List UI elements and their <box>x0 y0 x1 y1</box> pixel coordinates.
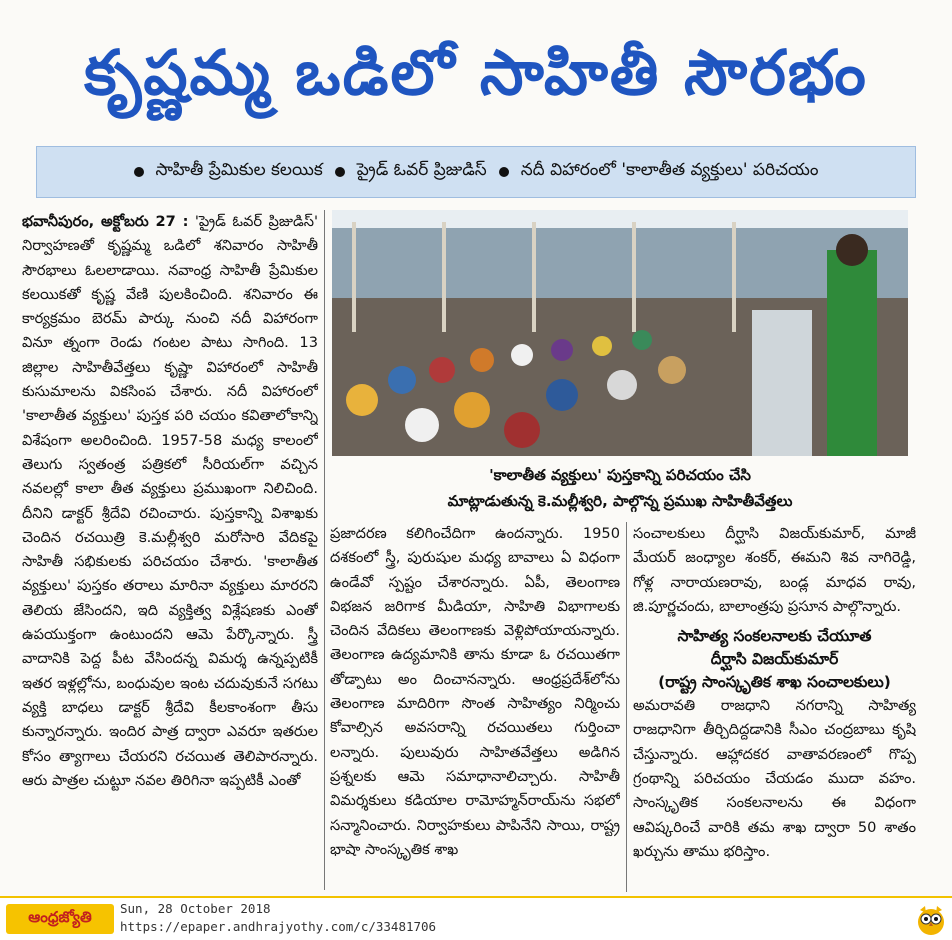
caption-line-1: 'కాలాతీత వ్యక్తులు' పుస్తకాన్ని పరిచయం చేసి <box>489 466 751 484</box>
column-divider <box>626 522 627 892</box>
photo-caption <box>332 462 908 514</box>
brand-logo[interactable]: ఆంధ్రజ్యోతి <box>6 904 114 934</box>
strap-item-2: ప్రైడ్ ఓవర్ ప్రిజుడిస్ <box>356 160 487 180</box>
footer-url[interactable]: https://epaper.andhrajyothy.com/c/33481706 <box>120 919 437 934</box>
column-1-text: 'ప్రైడ్ ఓవర్ ప్రిజుడిస్' నిర్వాహణతో కృష్ణమ్మ ఒడిలో శనివారం సాహితీ సౌరభాలు ఓలలాడాయి. నవాంధ్ర సాహితీ ప్రేమికుల కలయికతో కృష్ణ వేణి పులకించింది. శనివారం ఈ కార్యక్రమం బెరమ్ పార్కు నుంచి నదీ విహారంగా వినూ త్నంగా రెండు గంటల పాటు సాగింది. 13 జిల్లాల సాహితీవేత్తలు కృష్ణా విహారంలో సాహితీ కుసుమాలను వికసింప చేశారు. నదీ విహారంలో 'కాలాతీత వ్యక్తులు' పుస్తక పరి చయం కవితాలోకాన్ని విశేషంగా అలరించింది. 1957-58 మధ్య కాలంలో తెలుగు స్వతంత్ర పత్రికలో సీరియల్‌గా వచ్చిన నవలల్లో కాలా తీత వ్యక్తులు ప్రముఖంగా నిలిచింది. దీనిని డాక్టర్ శ్రీదేవి రచించారు. పుస్తకాన్ని విశాఖకు చెందిన రచయిత్రి కె.మల్లీశ్వరి మరోసారి వేదికపై సాహితీ సభికులకు పరిచయం చేశారు. 'కాలాతీత వ్యక్తులు' పుస్తకం తరాలు మారినా వ్యక్తులు మారరని తెలియ జేసిందని, ఇది వ్యక్తిత్వ విశ్లేషణకు ఎంతో ఉపయుక్తంగా ఉంటుందని ఆమె పేర్కొన్నారు. స్త్రీ వాదానికి పెద్ద పీట వేసిందన్న విమర్శ ఉన్నప్పటికీ ఇతర ఇళ్లల్లోను, బంధువుల ఇంట చదువుకునే సగటు వ్యక్తి బాధలు డాక్టర్ శ్రీదేవి కీలకాంశంగా తీసు కున్నారన్నారు. ఇందిర పాత్ర ద్వారా ఎవరూ ఇతరుల కోసం త్యాగాలు చేయరని రచయిత తెలిపారన్నారు. ఆరు పాత్రల చుట్టూ నవల తిరిగినా ఇప్పటికీ ఎంతో <box>22 213 318 789</box>
caption-line-2: మాట్లాడుతున్న కె.మల్లీశ్వరి, పాల్గొన్న ప్రముఖ సాహితీవేత్తలు <box>447 492 793 510</box>
event-photo <box>332 210 908 456</box>
article-column-2 <box>330 522 620 892</box>
dateline: భవానీపురం, అక్టోబరు 27 : <box>22 213 189 230</box>
column-divider <box>324 210 325 890</box>
bullet-icon <box>134 167 144 177</box>
headline: కృష్ణమ్మ ఒడిలో సాహితీ సౌరభం <box>84 36 868 109</box>
footer-date: Sun, 28 October 2018 <box>120 901 271 916</box>
strap-item-1: సాహితీ ప్రేమికుల కలయిక <box>155 160 323 180</box>
sidebar-subhead-1: సాహిత్య సంకలనాలకు చేయూత <box>677 627 872 646</box>
boat-photo-illustration <box>332 210 908 456</box>
article-column-3 <box>633 522 916 892</box>
sidebar-subhead-3: (రాష్ట్ర సాంస్కృతిక శాఖ సంచాలకులు) <box>658 673 891 692</box>
bullet-icon <box>335 167 345 177</box>
sidebar-subhead-2: దీర్ఘాసి విజయ్‌కుమార్ <box>710 650 839 669</box>
column-3-text-bottom: అమరావతి రాజధాని నగరాన్ని సాహిత్య రాజధానిగా తీర్చిదిద్దడానికి సీఎం చంద్రబాబు కృషి చేస్తున్నారు. ఆహ్లాదకర వాతావరణంలో గొప్ప గ్రంథాన్ని పరిచయం చేయడం ముదా వహం. సాంస్కృతిక సంకలనాలను ఈ విధంగా ఆవిష్కరించే వారికి తమ శాఖ ద్వారా 50 శాతం ఖర్చును తాము భరిస్తాం. <box>633 697 916 860</box>
strapline <box>36 146 916 198</box>
owl-icon <box>916 902 946 936</box>
footer <box>0 896 952 940</box>
column-2-text: ప్రజాదరణ కలిగించేదిగా ఉందన్నారు. 1950 దశకంలో స్త్రీ, పురుషుల మధ్య బావాలు ఏ విధంగా ఉండేవో స్పష్టం చేశారన్నారు. ఏపీ, తెలంగాణ విభజన జరిగాక మీడియా, సాహితి విభాగాలకు చెందిన వేదికలు తెలంగాణకు వెళ్లిపోయాయన్నారు. తెలంగాణ ఉద్యమానికి తాను కూడా ఓ రచయితగా తోడ్పాటు అం దించానన్నారు. ఆంధ్రప్రదేశ్‌లోను తెలంగాణ మాదిరిగా సొంత సాహిత్యం నిర్మించు కోవాల్సిన అవసరాన్ని రచయితలు గుర్తించా లన్నారు. పులువురు సాహితవేత్తలు అడిగిన ప్రశ్నలకు ఆమె సమాధానాలిచ్చారు. సాహితీ విమర్శకులు కడియాల రామోహ్మన్‌రాయ్‌ను సభలో సన్మానించారు. నిర్వాహకులు పాపినేని సాయి, రాష్ట్ర భాషా సాంస్కృతిక శాఖ <box>330 525 620 858</box>
bullet-icon <box>499 167 509 177</box>
article-column-1 <box>22 210 318 890</box>
column-3-text-top: సంచాలకులు దీర్ఘాసి విజయ్‌కుమార్, మాజీ మేయర్ జంధ్యాల శంకర్, ఈమని శివ నాగిరెడ్డి, గోళ్ల నారాయణరావు, బండ్ల మాధవ రావు, జి.పూర్ణచందు, బాలాంత్రపు ప్రసూన పాల్గొన్నారు. <box>633 525 916 615</box>
strap-item-3: నదీ విహారంలో 'కాలాతీత వ్యక్తులు' పరిచయం <box>520 160 819 180</box>
